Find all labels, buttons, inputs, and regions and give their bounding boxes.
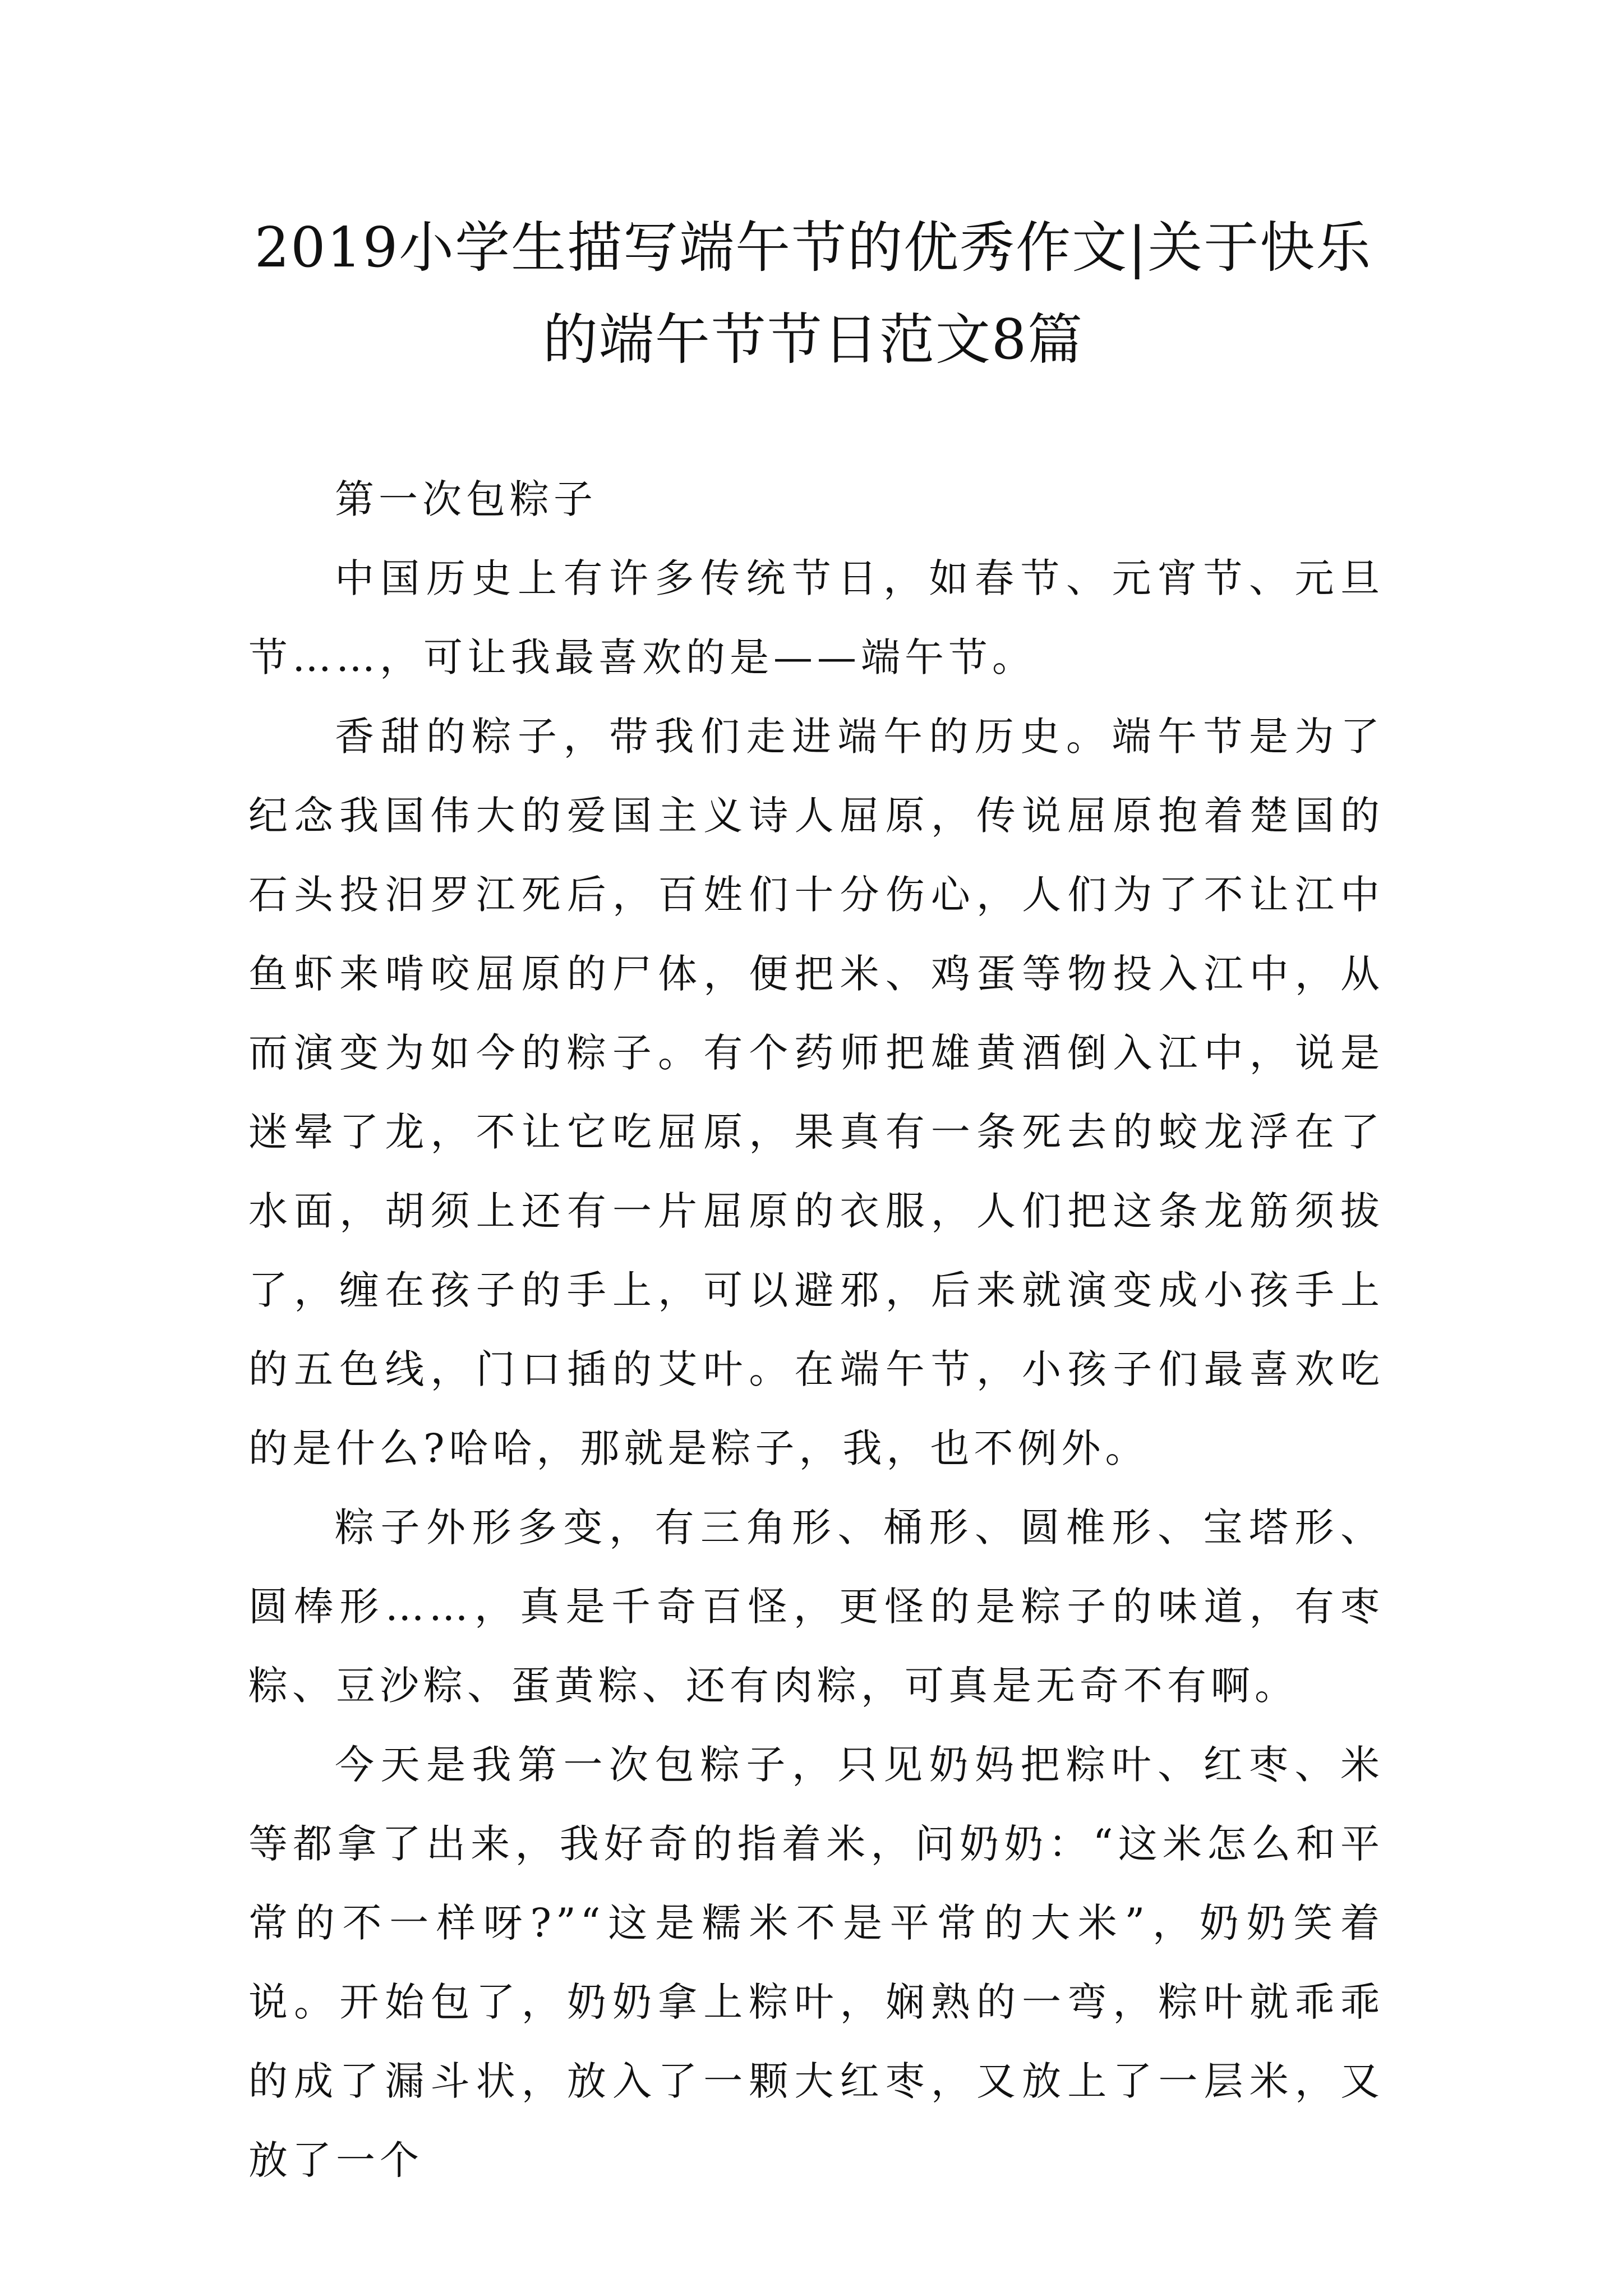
paragraph-intro: 中国历史上有许多传统节日，如春节、元宵节、元旦节……，可让我最喜欢的是——端午节。 — [248, 555, 1384, 680]
document-title: 2019小学生描写端午节的优秀作文|关于快乐的端午节节日范文8篇 — [254, 216, 1372, 372]
section-heading: 第一次包粽子 — [335, 476, 597, 522]
paragraph-history: 香甜的粽子，带我们走进端午的历史。端午节是为了纪念我国伟大的爱国主义诗人屈原，传说屈原抱着楚国的石头投汨罗江死后，百姓们十分伤心，人们为了不让江中鱼虾来啃咬屈原的尸体，便把米、鸡蛋等物投入江中，从而演变为如今的粽子。有个药师把雄黄酒倒入江中，说是迷晕了龙，不让它吃屈原，果真有一条死去的蛟龙浮在了水面，胡须上还有一片屈原的衣服，人们把这条龙筋须拔了，缠在孩子的手上，可以避邪，后来就演变成小孩手上的五色线，门口插的艾叶。在端午节，小孩子们最喜欢吃的是什么?哈哈，那就是粽子，我，也不例外。 — [248, 714, 1384, 1471]
document-body — [248, 460, 1384, 2200]
paragraph-shapes: 粽子外形多变，有三角形、桶形、圆椎形、宝塔形、圆棒形……，真是千奇百怪，更怪的是粽子的味道，有枣粽、豆沙粽、蛋黄粽、还有肉粽，可真是无奇不有啊。 — [248, 1504, 1384, 1709]
paragraph-making: 今天是我第一次包粽子，只见奶妈把粽叶、红枣、米等都拿了出来，我好奇的指着米，问奶奶：“这米怎么和平常的不一样呀?”“这是糯米不是平常的大米”，奶奶笑着说。开始包了，奶奶拿上粽叶，娴熟的一弯，粽叶就乖乖的成了漏斗状，放入了一颗大红枣，又放上了一层米，又放了一个 — [248, 1742, 1384, 2183]
